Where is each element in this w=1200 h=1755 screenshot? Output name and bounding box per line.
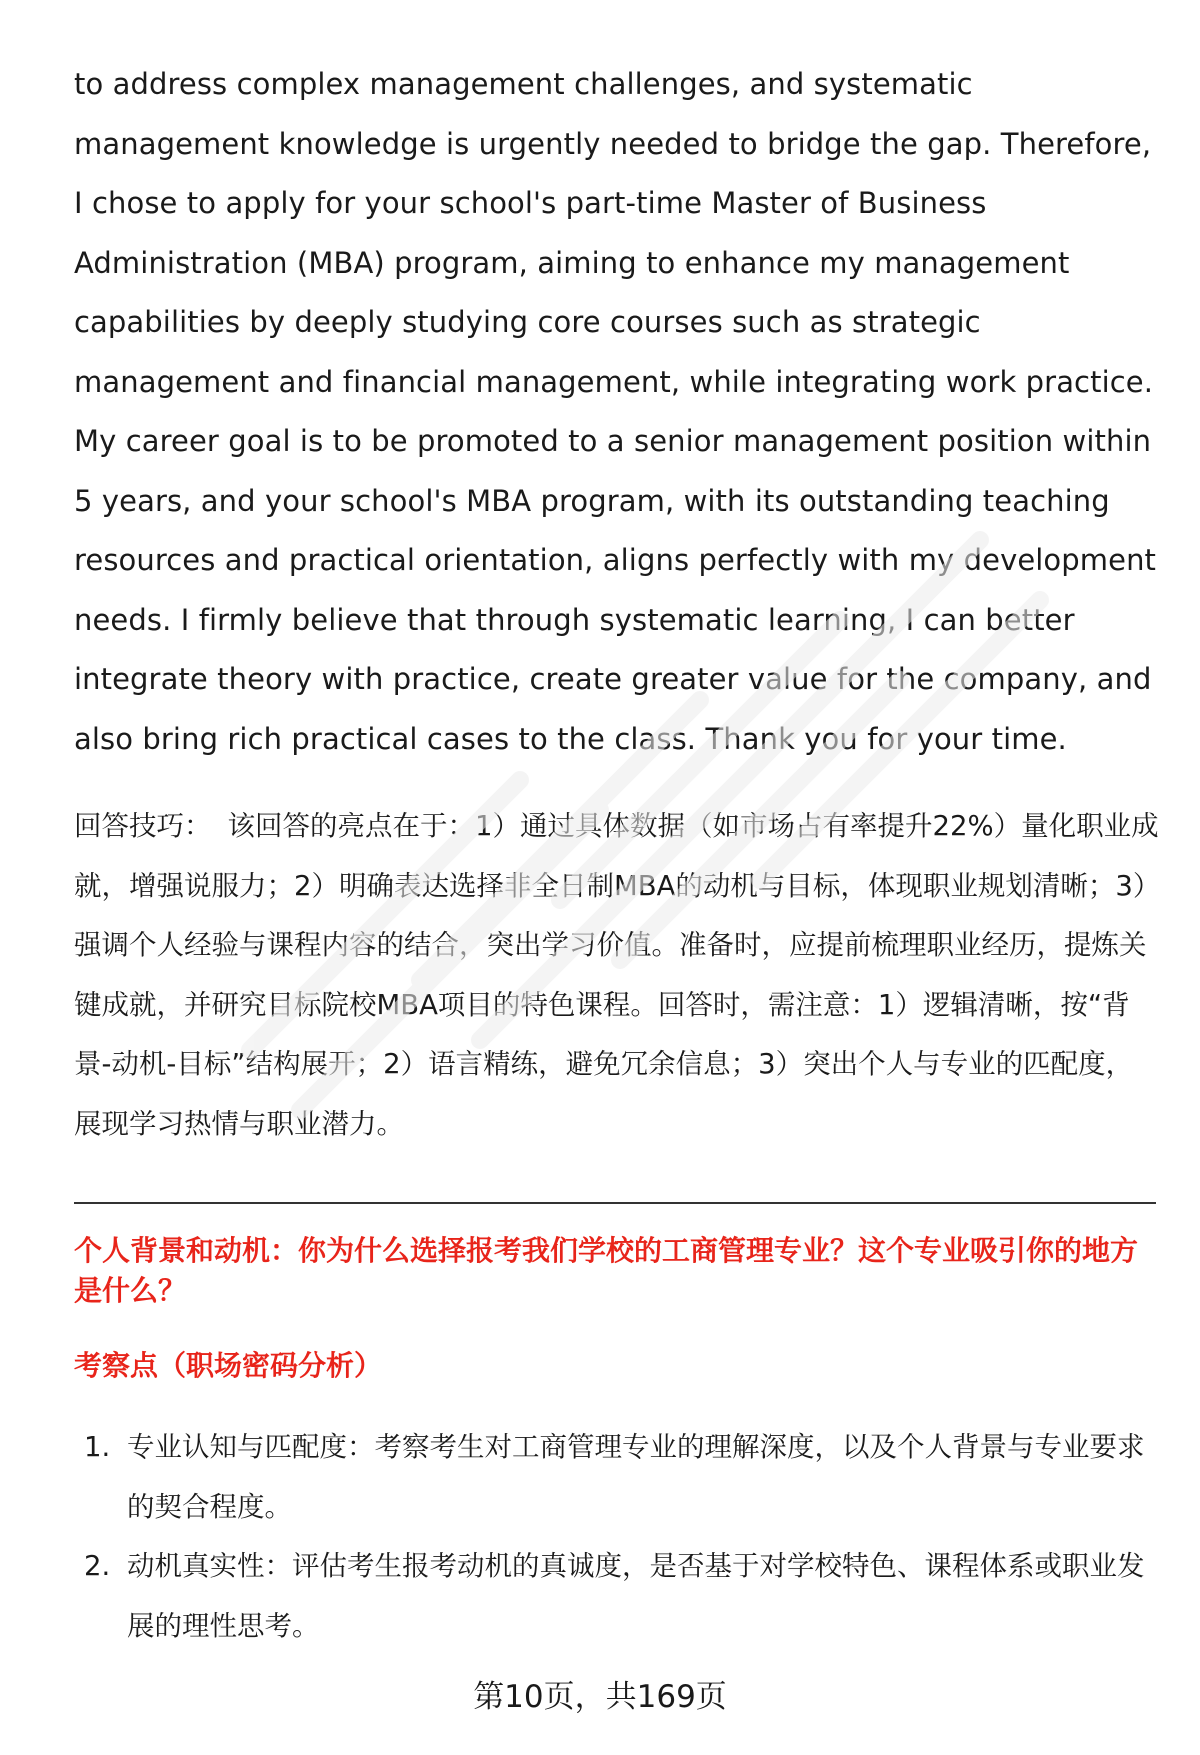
list-item-number: 1. <box>84 1431 111 1463</box>
answer-tips <box>74 797 1160 1154</box>
assessment-heading: 考察点（职场密码分析） <box>74 1349 383 1382</box>
assessment-list <box>74 1418 1160 1656</box>
question-heading: 个人背景和动机：你为什么选择报考我们学校的工商管理专业？这个专业吸引你的地方是什么？ <box>74 1234 1139 1307</box>
page-number-footer: 第10页，共169页 <box>473 1679 727 1715</box>
tips-label: 回答技巧： <box>74 810 212 842</box>
list-item-number: 2. <box>84 1550 111 1582</box>
list-item-text: 专业认知与匹配度：考察考生对工商管理专业的理解深度，以及个人背景与专业要求的契合程度。 <box>127 1431 1145 1523</box>
list-item <box>74 1418 1160 1537</box>
list-item <box>74 1537 1160 1656</box>
answer-paragraph: to address complex management challenges, and systematic management knowledge is urgently needed to bridge the gap. Therefore, I chose to apply for your school's part-time Master of Business Administration (MBA) program, aiming to enhance my management capabilities by deeply studying core courses such as strategic management and financial management, while integrating work practice. My career goal is to be promoted to a senior management position within 5 years, and your school's MBA program, with its outstanding teaching resources and practical orientation, aligns perfectly with my development needs. I firmly believe that through systematic learning, I can better integrate theory with practice, create greater value for the company, and also bring rich practical cases to the class. Thank you for your time. <box>74 67 1157 756</box>
list-item-text: 动机真实性：评估考生报考动机的真诚度，是否基于对学校特色、课程体系或职业发展的理性思考。 <box>127 1550 1145 1642</box>
section-divider <box>74 1202 1156 1204</box>
tips-text: 该回答的亮点在于：1）通过具体数据（如市场占有率提升22%）量化职业成就，增强说服力；2）明确表达选择非全日制MBA的动机与目标，体现职业规划清晰；3）强调个人经验与课程内容的结合，突出学习价值。准备时，应提前梳理职业经历，提炼关键成就，并研究目标院校MBA项目的特色课程。回答时，需注意：1）逻辑清晰，按“背景-动机-目标”结构展开；2）语言精练，避免冗余信息；3）突出个人与专业的匹配度，展现学习热情与职业潜力。 <box>74 810 1159 1140</box>
page-body <box>74 55 1160 1154</box>
